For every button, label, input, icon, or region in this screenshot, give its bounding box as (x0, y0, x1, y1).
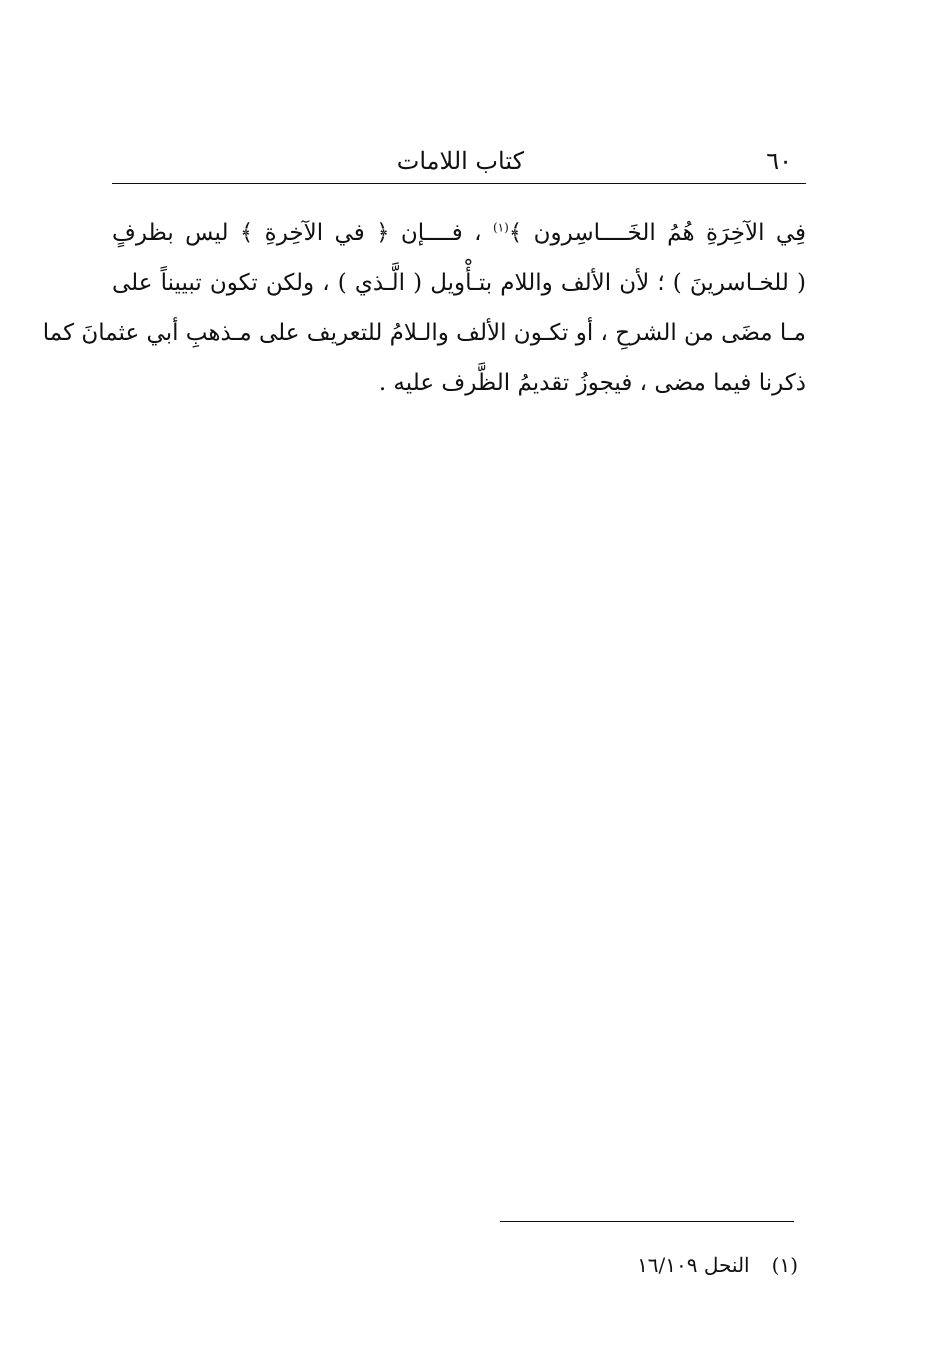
page-number: ٦٠ (766, 147, 792, 175)
footnote (500, 1250, 798, 1280)
page-header (112, 142, 806, 180)
text-line: ( للخـاسرينَ ) ؛ لأن الألف واللام بتـأْويل ( الَّـذي ) ، ولكن تكون تبييناً على (112, 270, 806, 296)
text-line (112, 208, 806, 258)
text-line: مـا مضَى من الشرحِ ، أو تكـون الألف والـلامُ للتعريف على مـذهبِ أبي عثمانَ كما (42, 320, 806, 346)
footnote-text: النحل ١٦/١٠٩ (637, 1253, 750, 1277)
running-title: كتاب اللامات (396, 147, 524, 175)
text-line-tail: ، فــــإن ﴿ في الآخِرةِ ﴾ ليس بظرفٍ (112, 220, 493, 246)
footnote-divider (500, 1221, 794, 1222)
text-line: ذكرنا فيما مضى ، فيجوزُ تقديمُ الظَّرف عليه . (378, 370, 806, 396)
main-text (42, 208, 806, 408)
footnote-number: (١) (771, 1253, 798, 1277)
text-line-start: فِي الآخِرَةِ هُمُ الخَــــاسِرون ﴾ (508, 220, 806, 246)
header-divider (112, 183, 806, 184)
footnote-reference: (١) (492, 220, 509, 235)
